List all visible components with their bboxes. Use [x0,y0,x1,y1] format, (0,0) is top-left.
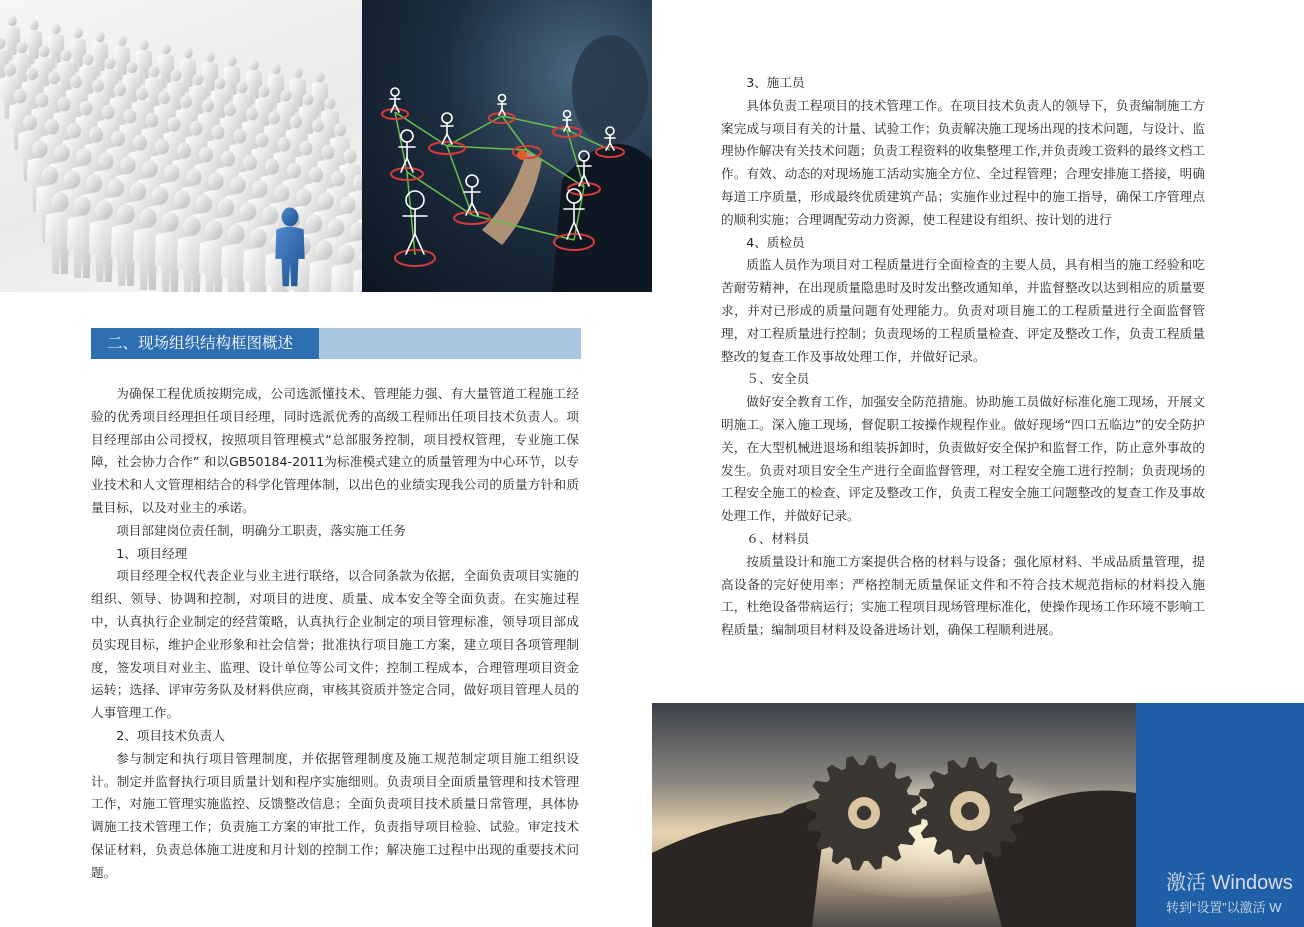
subheading-material-officer: ６、材料员 [746,530,810,546]
subheading-project-manager: 1、项目经理 [116,545,188,561]
section-header [91,328,581,359]
intro-paragraph: 为确保工程优质按期完成，公司选派懂技术、管理能力强、有大量管道工程施工经验的优秀项目经理担任项目经理，同时选派优秀的高级工程师出任项目技术负责人。项目经理部由公司授权，按照项目管理模式“总部服务控制，项目授权管理，专业施工保障，社会协力合作” 和以GB50184-2011为标准模式建立的质量管理为中心环节，以专业技术和人文管理相结合的科学化管理体制，以出色的业绩实现我公司的质量方针和质量目标，以及对业主的承诺。 [91,386,579,515]
subheading-quality-inspector: 4、质检员 [746,234,805,250]
material-officer-paragraph: 按质量设计和施工方案提供合格的材料与设备；强化原材料、半成品质量管理，提高设备的完好使用率；严格控制无质量保证文件和不符合技术规范指标的材料投入施工，杜绝设备带病运行；实施工程项目现场管理标准化，使操作现场工作环境不影响工程质量；编制项目材料及设备进场计划，确保工程顺利进展。 [721,553,1205,638]
section-title: 二、现场组织结构框图概述 [107,334,294,352]
safety-officer-paragraph: 做好安全教育工作，加强安全防范措施。协助施工员做好标准化施工现场，开展文明施工。深入施工现场，督促职工按操作规程作业。做好现场“四口五临边”的安全防护关，在大型机械进退场和组装拆卸时，负责做好安全保护和监督工作，防止意外事故的发生。负责对项目安全生产进行全面监督管理，对工程安全施工进行控制；负责现场的工程安全施工的检查、评定及整改工作，负责工程安全施工问题整改的复查工作及事故处理工作，并做好记录。 [721,394,1205,524]
project-manager-paragraph: 项目经理全权代表企业与业主进行联络，以合同条款为依据，全面负责项目实施的组织、领导、协调和控制，对项目的进度、质量、成本安全等全面负责。在实施过程中，认真执行企业制定的经营策略，认真执行企业制定的项目管理标准，领导项目部成员实现目标，维护企业形象和社会信誉；批准执行项目施工方案，建立项目各项管理制度，签发项目对业主、监理、设计单位等公司文件；控制工程成本，合理管理项目资金运转；选择、评审劳务队及材料供应商，审核其资质并签定合同，做好项目管理人员的人事管理工作。 [91,568,579,721]
gears-hands-image [652,703,1136,927]
subheading-technical-lead: 2、项目技术负责人 [116,727,225,743]
technical-lead-paragraph: 参与制定和执行项目管理制度，并依据管理制度及施工规范制定项目施工组织设计。制定并监督执行项目质量计划和程序实施细则。负责项目全面质量管理和技术管理工作，对施工管理实施监控、反馈整改信息；全面负责项目技术质量日常管理，具体协调施工技术管理工作；负责施工方案的审批工作，负责指导项目检验、试验。审定技术保证材料，负责总体施工进度和月计划的控制工作；解决施工过程中出现的重要技术问题。 [91,750,579,880]
subheading-safety-officer: ５、安全员 [746,371,810,387]
windows-activation-watermark[interactable] [1166,866,1293,916]
quality-inspector-paragraph: 质监人员作为项目对工程质量进行全面检查的主要人员，具有相当的施工经验和吃苦耐劳精神，在出现质量隐患时及时发出整改通知单，并监督整改以达到相应的质量要求，并对已形成的质量问题有处理能力。负责对项目施工的工程质量进行全面监督管理，对工程质量进行控制；负责现场的工程质量检查、评定及整改工作，负责工程质量整改的复查工作及事故处理工作，并做好记录。 [721,257,1205,364]
watermark-subtitle: 转到“设置”以激活 W [1166,900,1282,915]
right-body-text [721,72,1205,642]
right-page [652,0,1304,927]
network-hand-image [362,0,652,292]
left-body-text [91,383,579,885]
subheading-construction-worker: 3、施工员 [746,75,805,90]
watermark-title: 激活 Windows [1166,872,1293,894]
network-illustration [362,0,652,292]
intro-paragraph: 项目部建岗位责任制，明确分工职责，落实施工任务 [116,522,406,538]
gears-illustration [652,703,1136,927]
crowd-figures-illustration [0,0,362,292]
construction-worker-paragraph: 具体负责工程项目的技术管理工作。在项目技术负责人的领导下，负责编制施工方案完成与项目有关的计量、试验工作；负责解决施工现场出现的技术问题，与设计、监理协作解决有关技术问题；负责工程资料的收集整理工作,并负责竣工资料的最终文档工作。有效、动态的对现场施工活动实施全方位、全过程管理；合理安排施工搭接，明确每道工序质量，形成最终优质建筑产品；实施作业过程中的施工指导，确保工序管理点的顺利实施；合理调配劳动力资源，使工程建设有组织、按计划的进行 [721,97,1205,227]
crowd-figures-image [0,0,362,292]
